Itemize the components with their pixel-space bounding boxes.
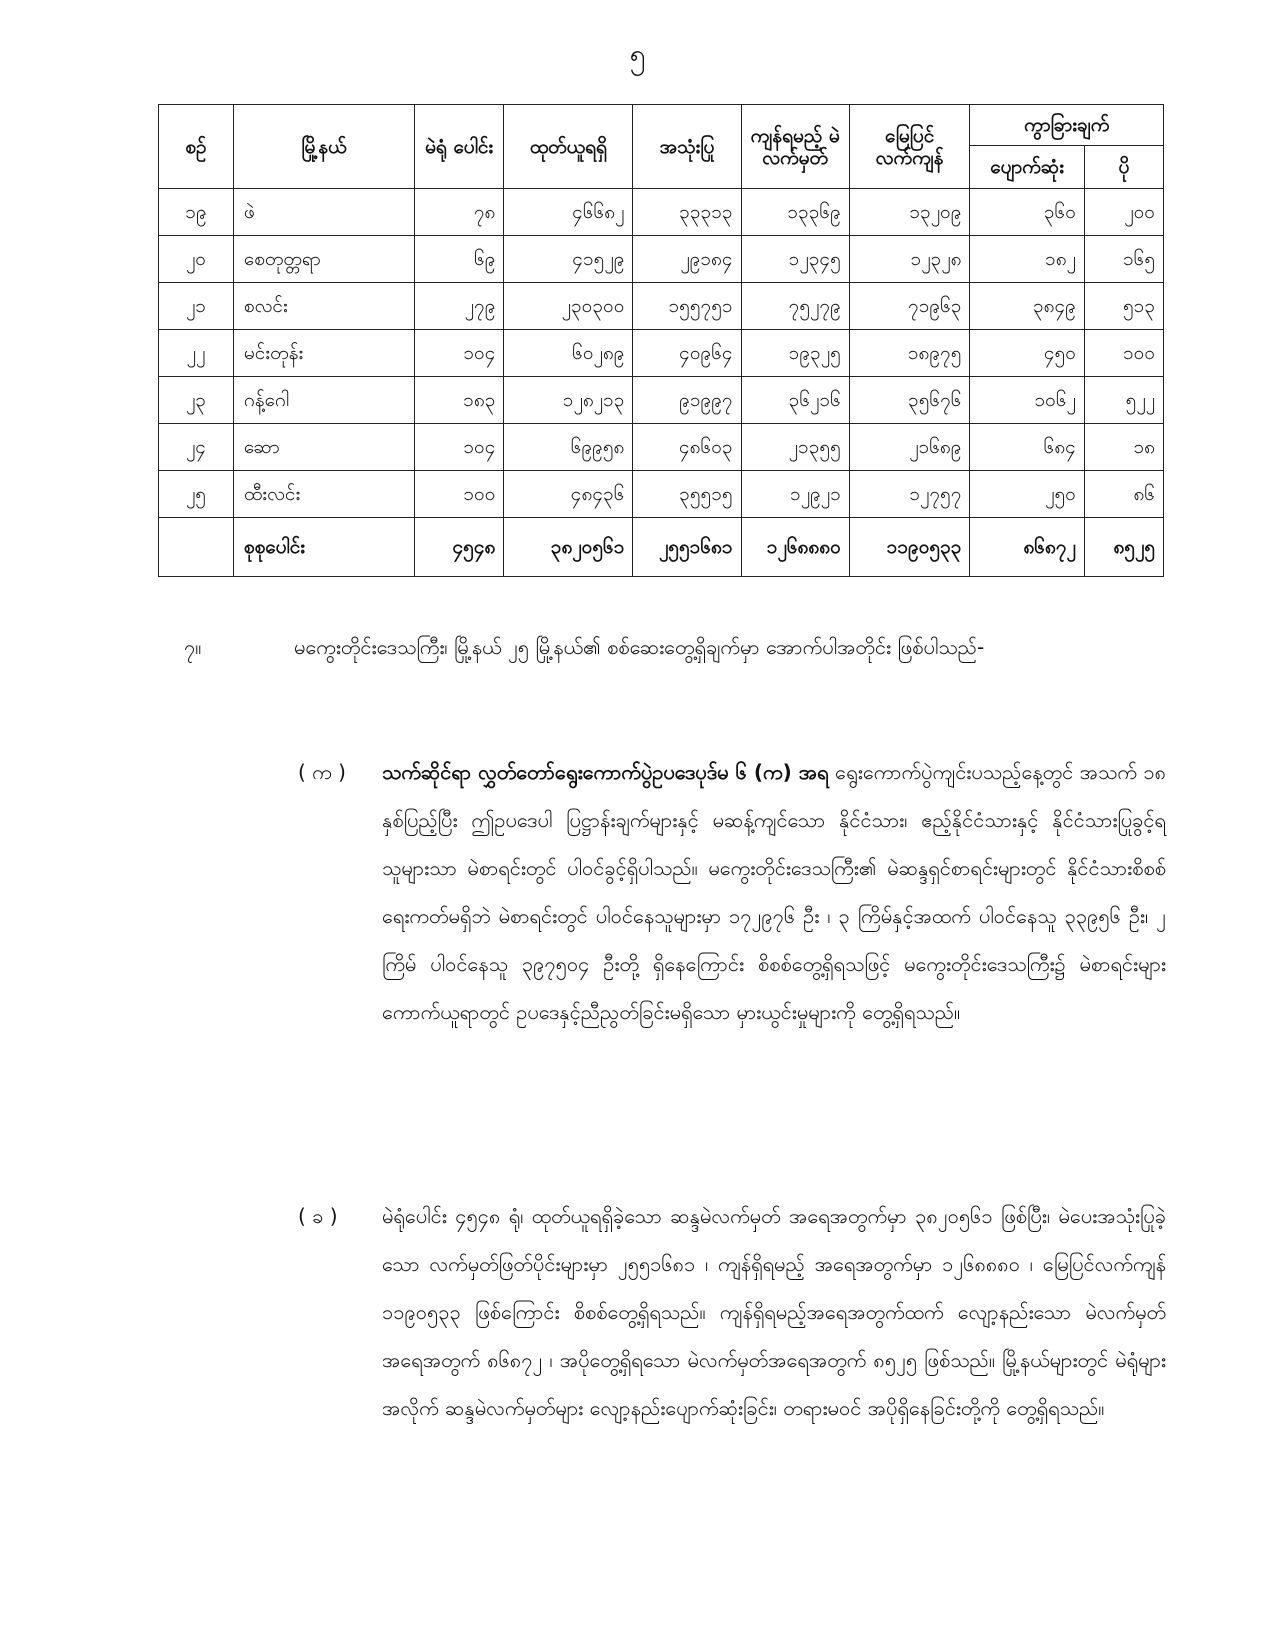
table-row	[159, 236, 1164, 283]
row-used: ၃၃၃၁၃	[633, 189, 741, 236]
row-actual-left: ၇၁၉၆၃	[849, 283, 970, 330]
row-used: ၃၅၅၁၅	[633, 471, 741, 518]
row-remaining: ၃၆၂၁၆	[741, 377, 849, 424]
subparagraph-text: မဲရုံပေါင်း ၄၅၄၈ ရုံ၊ ထုတ်ယူရရှိခဲ့သော ဆန္ဒမဲလက်မှတ် အရေအတွက်မှာ ၃၈၂၀၅၆၁ ဖြစ်ပြီး၊ မဲပေးအသုံးပြုခဲ့သော လက်မှတ်ဖြတ်ပိုင်းများမှာ ၂၅၅၁၆၈၁ ၊ ကျန်ရှိရမည့် အရေအတွက်မှာ ၁၂၆၈၈၈၀ ၊ မြေပြင်လက်ကျန် ၁၁၉၀၅၃၃ ဖြစ်ကြောင်း စိစစ်တွေ့ရှိရသည်။ ကျန်ရှိရမည့်အရေအတွက်ထက် လျော့နည်းသော မဲလက်မှတ်အရေအတွက် ၈၆၈၇၂ ၊ အပိုတွေ့ရှိရသော မဲလက်မှတ်အရေအတွက် ၈၅၂၅ ဖြစ်သည်။ မြို့နယ်များတွင် မဲရုံများအလိုက် ဆန္ဒမဲလက်မှတ်များ လျော့နည်းပျောက်ဆုံးခြင်း၊ တရားမဝင် အပိုရှိနေခြင်းတို့ကို တွေ့ရှိရသည်။	[382, 1204, 1166, 1420]
row-idx: ၂၅	[159, 471, 234, 518]
row-remaining: ၂၁၃၅၅	[741, 424, 849, 471]
row-issued: ၆၀၂၈၉	[504, 330, 633, 377]
row-township: ထီးလင်း	[233, 471, 414, 518]
paragraph-7	[184, 624, 1144, 670]
row-excess: ၅၁၃	[1084, 283, 1163, 330]
row-township: ဂန့်ဂေါ	[233, 377, 414, 424]
table-row	[159, 377, 1164, 424]
row-actual-left: ၂၁၆၈၉	[849, 424, 970, 471]
row-remaining: ၁၉၃၂၅	[741, 330, 849, 377]
header-actual-left: မြေပြင် လက်ကျန်	[849, 105, 970, 189]
row-township: မင်းတုန်း	[233, 330, 414, 377]
paragraph-number: ၇။	[184, 635, 202, 659]
row-lost: ၂၅၀	[970, 471, 1084, 518]
row-remaining: ၁၂၃၄၅	[741, 236, 849, 283]
row-excess: ၁၆၅	[1084, 236, 1163, 283]
row-remaining: ၇၅၂၇၉	[741, 283, 849, 330]
paragraph-text: မကွေးတိုင်းဒေသကြီး၊ မြို့နယ် ၂၅ မြို့နယ်၏ စစ်ဆေးတွေ့ရှိချက်မှာ အောက်ပါအတိုင်း ဖြစ်ပါသည်-	[294, 635, 985, 659]
total-remaining: ၁၂၆၈၈၈၀	[741, 518, 849, 577]
row-idx: ၂၃	[159, 377, 234, 424]
table-row	[159, 471, 1164, 518]
row-stations: ၁၀၄	[414, 424, 503, 471]
header-difference: ကွာခြားချက်	[970, 105, 1164, 146]
row-lost: ၄၅၀	[970, 330, 1084, 377]
row-township: ဆော	[233, 424, 414, 471]
row-idx: ၂၁	[159, 283, 234, 330]
row-actual-left: ၃၅၆၇၆	[849, 377, 970, 424]
row-stations: ၁၀၄	[414, 330, 503, 377]
row-excess: ၅၂၂	[1084, 377, 1163, 424]
row-issued: ၂၃၀၃၀၀	[504, 283, 633, 330]
row-idx: ၂၄	[159, 424, 234, 471]
total-row	[159, 518, 1164, 577]
row-used: ၄၈၆၀၃	[633, 424, 741, 471]
table-row	[159, 330, 1164, 377]
total-used: ၂၅၅၁၆၈၁	[633, 518, 741, 577]
row-lost: ၁၀၆၂	[970, 377, 1084, 424]
row-idx: ၁၉	[159, 189, 234, 236]
row-stations: ၂၇၉	[414, 283, 503, 330]
row-stations: ၁၀၀	[414, 471, 503, 518]
row-idx: ၂၀	[159, 236, 234, 283]
row-lost: ၁၈၂	[970, 236, 1084, 283]
row-lost: ၆၈၄	[970, 424, 1084, 471]
page-number: ၅	[629, 38, 646, 71]
row-used: ၉၁၉၉၇	[633, 377, 741, 424]
header-used: အသုံးပြု	[633, 105, 741, 189]
table-row	[159, 189, 1164, 236]
row-used: ၄၀၉၆၄	[633, 330, 741, 377]
subparagraph-marker: ( က )	[298, 760, 346, 784]
subparagraph-lead: သက်ဆိုင်ရာ လွှတ်တော်ရွေးကောက်ပွဲဥပဒေပုဒ်မ ၆ (က) အရ	[382, 760, 829, 784]
row-lost: ၃၈၄၉	[970, 283, 1084, 330]
header-lost: ပျောက်ဆုံး	[970, 146, 1084, 189]
row-idx: ၂၂	[159, 330, 234, 377]
table-row	[159, 283, 1164, 330]
row-excess: ၁၈	[1084, 424, 1163, 471]
row-excess: ၁၀၀	[1084, 330, 1163, 377]
total-excess: ၈၅၂၅	[1084, 518, 1163, 577]
header-idx: စဉ်	[159, 105, 234, 189]
row-township: စလင်း	[233, 283, 414, 330]
row-actual-left: ၁၂၇၅၇	[849, 471, 970, 518]
header-stations: မဲရုံ ပေါင်း	[414, 105, 503, 189]
row-excess: ၈၆	[1084, 471, 1163, 518]
row-stations: ၆၉	[414, 236, 503, 283]
row-stations: ၇၈	[414, 189, 503, 236]
subparagraph-body	[382, 1192, 1166, 1432]
row-actual-left: ၁၃၂၀၉	[849, 189, 970, 236]
ballot-table	[158, 104, 1164, 577]
row-excess: ၂၀၀	[1084, 189, 1163, 236]
subparagraph-marker: ( ခ )	[298, 1204, 338, 1228]
subparagraph-text: ရွေးကောက်ပွဲကျင်းပသည့်နေ့တွင် အသက် ၁၈ နှစ်ပြည့်ပြီး ဤဥပဒေပါ ပြဋ္ဌာန်းချက်များနှင့် မဆန့်ကျင်သော နိုင်ငံသား၊ ဧည့်နိုင်ငံသားနှင့် နိုင်ငံသားပြုခွင့်ရသူများသာ မဲစာရင်းတွင် ပါဝင်ခွင့်ရှိပါသည်။ မကွေးတိုင်းဒေသကြီး၏ မဲဆန္ဒရှင်စာရင်းများတွင် နိုင်ငံသားစိစစ်ရေးကတ်မရှိဘဲ မဲစာရင်းတွင် ပါဝင်နေသူများမှာ ၁၇၂၉၇၆ ဦး ၊ ၃ ကြိမ်နှင့်အထက် ပါဝင်နေသူ ၃၃၉၅၆ ဦး၊ ၂ ကြိမ် ပါဝင်နေသူ ၃၉၇၅၀၄ ဦးတို့ ရှိနေကြောင်း စိစစ်တွေ့ရှိရသဖြင့် မကွေးတိုင်းဒေသကြီး၌ မဲစာရင်းများ ကောက်ယူရာတွင် ဥပဒေနှင့်ညီညွတ်ခြင်းမရှိသော မှားယွင်းမှုများကို တွေ့ရှိရသည်။	[382, 760, 1167, 1024]
row-actual-left: ၁၂၃၂၈	[849, 236, 970, 283]
total-label: စုစုပေါင်း	[233, 518, 414, 577]
header-township: မြို့နယ်	[233, 105, 414, 189]
row-issued: ၄၁၅၂၉	[504, 236, 633, 283]
row-township: စေတုတ္တရာ	[233, 236, 414, 283]
total-lost: ၈၆၈၇၂	[970, 518, 1084, 577]
row-issued: ၆၉၉၅၈	[504, 424, 633, 471]
table-row	[159, 424, 1164, 471]
header-issued: ထုတ်ယူရရှိ	[504, 105, 633, 189]
row-township: ဖဲ	[233, 189, 414, 236]
row-issued: ၄၈၄၃၆	[504, 471, 633, 518]
row-stations: ၁၈၃	[414, 377, 503, 424]
row-remaining: ၁၂၉၂၁	[741, 471, 849, 518]
header-remaining: ကျန်ရမည့် မဲလက်မှတ်	[741, 105, 849, 189]
total-actual-left: ၁၁၉၀၅၃၃	[849, 518, 970, 577]
subparagraph-ka	[298, 748, 1166, 1036]
row-issued: ၁၂၈၂၁၃	[504, 377, 633, 424]
row-used: ၁၅၅၇၅၁	[633, 283, 741, 330]
row-remaining: ၁၃၃၆၉	[741, 189, 849, 236]
subparagraph-kha	[298, 1192, 1166, 1432]
row-used: ၂၉၁၈၄	[633, 236, 741, 283]
header-excess: ပို	[1084, 146, 1163, 189]
total-idx-empty	[159, 518, 234, 577]
row-actual-left: ၁၈၉၇၅	[849, 330, 970, 377]
total-issued: ၃၈၂၀၅၆၁	[504, 518, 633, 577]
subparagraph-body	[382, 748, 1166, 1036]
row-lost: ၃၆၀	[970, 189, 1084, 236]
row-issued: ၄၆၆၈၂	[504, 189, 633, 236]
total-stations: ၄၅၄၈	[414, 518, 503, 577]
